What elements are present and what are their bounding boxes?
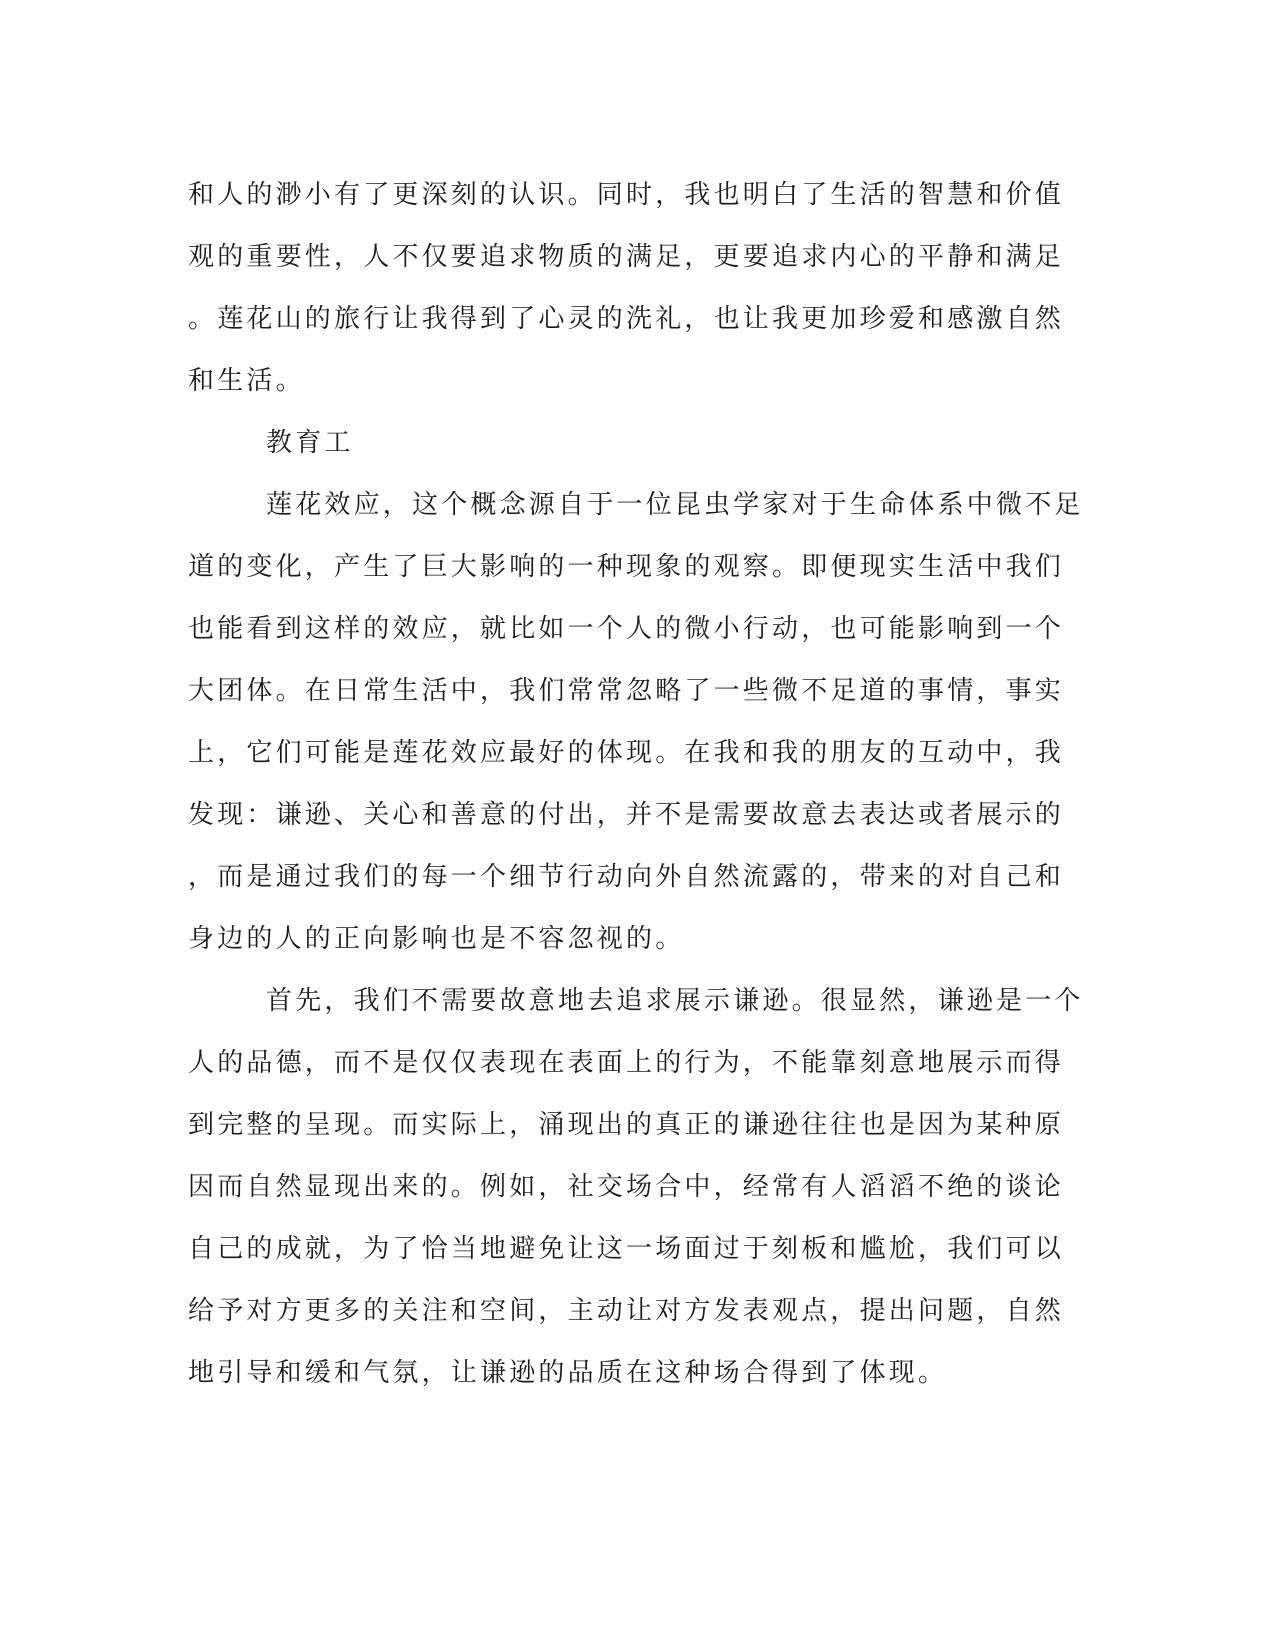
text-line: 给予对方更多的关注和空间，主动让对方发表观点，提出问题，自然 bbox=[188, 1296, 1065, 1326]
text-line: 地引导和缓和气氛，让谦逊的品质在这种场合得到了体现。 bbox=[188, 1358, 948, 1388]
text-line: ，而是通过我们的每一个细节行动向外自然流露的，带来的对自己和 bbox=[188, 862, 1065, 892]
text-line: 发现：谦逊、关心和善意的付出，并不是需要故意去表达或者展示的 bbox=[188, 800, 1065, 830]
text-line: 和人的渺小有了更深刻的认识。同时，我也明白了生活的智慧和价值 bbox=[188, 180, 1065, 210]
section-heading: 教育工 bbox=[266, 428, 354, 458]
text-line: 和生活。 bbox=[188, 366, 305, 396]
text-line: 。莲花山的旅行让我得到了心灵的洗礼，也让我更加珍爱和感激自然 bbox=[188, 304, 1065, 334]
text-line: 莲花效应，这个概念源自于一位昆虫学家对于生命体系中微不足 bbox=[266, 490, 1084, 520]
text-line: 自己的成就，为了恰当地避免让这一场面过于刻板和尴尬，我们可以 bbox=[188, 1234, 1065, 1264]
text-line: 道的变化，产生了巨大影响的一种现象的观察。即便现实生活中我们 bbox=[188, 552, 1065, 582]
document-body bbox=[188, 164, 1088, 1404]
text-line: 也能看到这样的效应，就比如一个人的微小行动，也可能影响到一个 bbox=[188, 614, 1065, 644]
text-line: 身边的人的正向影响也是不容忽视的。 bbox=[188, 924, 685, 954]
text-line: 大团体。在日常生活中，我们常常忽略了一些微不足道的事情，事实 bbox=[188, 676, 1065, 706]
text-line: 观的重要性，人不仅要追求物质的满足，更要追求内心的平静和满足 bbox=[188, 242, 1065, 272]
text-line: 上，它们可能是莲花效应最好的体现。在我和我的朋友的互动中，我 bbox=[188, 738, 1065, 768]
text-line: 到完整的呈现。而实际上，涌现出的真正的谦逊往往也是因为某种原 bbox=[188, 1110, 1065, 1140]
text-line: 首先，我们不需要故意地去追求展示谦逊。很显然，谦逊是一个 bbox=[266, 986, 1084, 1016]
text-line: 因而自然显现出来的。例如，社交场合中，经常有人滔滔不绝的谈论 bbox=[188, 1172, 1065, 1202]
text-line: 人的品德，而不是仅仅表现在表面上的行为，不能靠刻意地展示而得 bbox=[188, 1048, 1065, 1078]
